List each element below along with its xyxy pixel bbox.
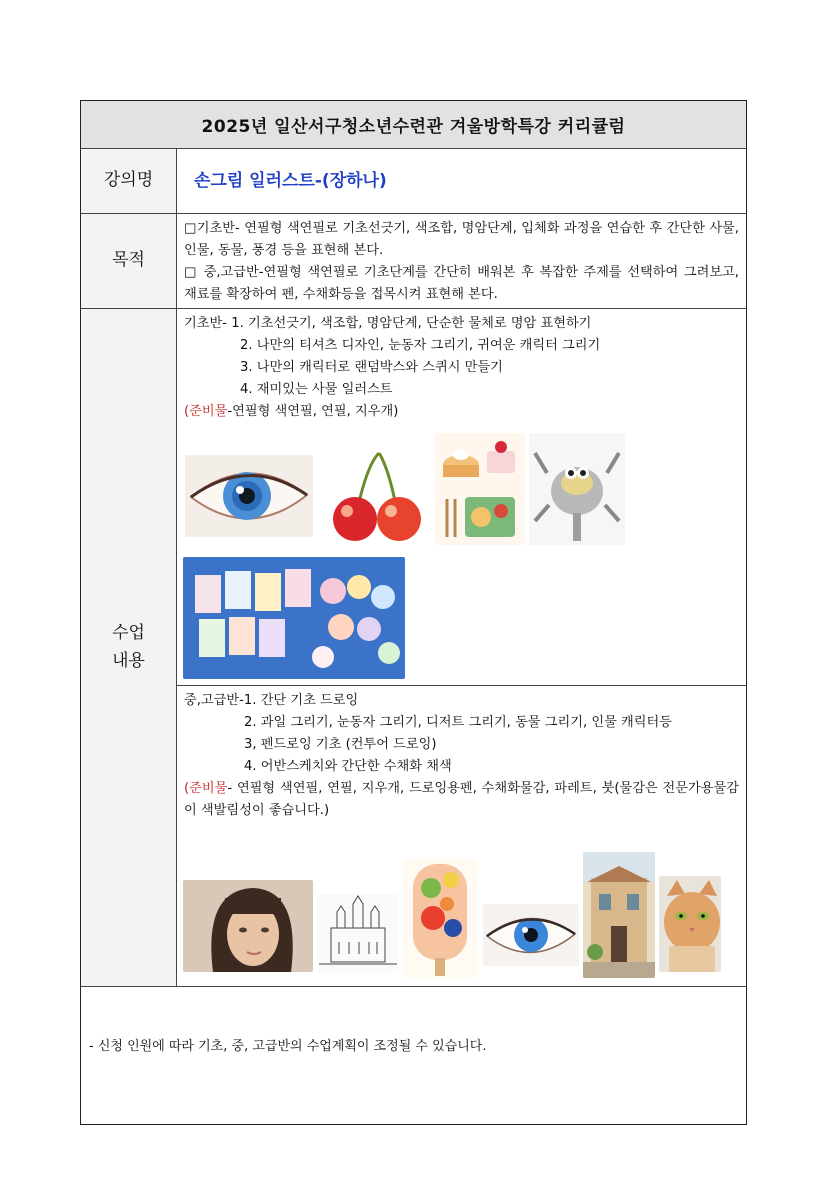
advanced-item-2: 2. 과일 그리기, 눈동자 그리기, 디저트 그리기, 동물 그리기, 인물 캐릭터등 [244, 715, 672, 730]
basic-item-2: 2. 나만의 티셔츠 디자인, 눈동자 그리기, 귀여운 캐릭터 그리기 [240, 338, 601, 353]
advanced-materials: (준비물- 연필형 색연필, 연필, 지우개, 드로잉용펜, 수채화물감, 파레트, 붓(물감은 전문가용물감이 색발림성이 좋습니다.) [184, 781, 739, 818]
purpose-label: 목적 [81, 214, 177, 308]
purpose-advanced: □ 중,고급반-연필형 색연필로 기초단계를 간단히 배워본 후 복잡한 주제를 선택하여 그려보고, 재료를 확장하여 펜, 수채화등을 접목시켜 표현해 본다. [184, 265, 739, 302]
footer-note: - 신청 인원에 따라 기초, 중, 고급반의 수업계획이 조정될 수 있습니다. [89, 1039, 487, 1054]
advanced-section [177, 686, 746, 986]
footer-row [81, 987, 746, 1124]
spoon-owl-illustration [529, 433, 625, 545]
dessert-illustration [435, 433, 525, 545]
cat-illustration [659, 876, 721, 972]
character-cards-photo [183, 557, 405, 679]
course-name: 손그림 일러스트-(장하나) [194, 171, 387, 191]
portrait-illustration [183, 880, 313, 972]
cherry-illustration [319, 445, 431, 545]
course-label: 강의명 [81, 149, 177, 213]
curriculum-table [80, 100, 747, 1125]
eye-illustration [185, 455, 313, 537]
pen-drawing-illustration [317, 894, 399, 972]
basic-section [177, 309, 746, 685]
advanced-item-1: 중,고급반-1. 간단 기초 드로잉 [184, 693, 359, 708]
course-row [81, 149, 746, 214]
advanced-item-3: 3, 펜드로잉 기초 (컨투어 드로잉) [244, 737, 437, 752]
basic-item-1: 기초반- 1. 기초선긋기, 색조합, 명암단계, 단순한 물체로 명암 표현하기 [184, 316, 592, 331]
urban-sketch-illustration [583, 852, 655, 978]
basic-item-4: 4. 재미있는 사물 일러스트 [240, 382, 393, 397]
content-row [81, 309, 746, 987]
blue-eye-illustration [483, 904, 579, 966]
basic-materials: (준비물-연필형 색연필, 연필, 지우개) [184, 404, 399, 419]
fruit-popsicle-illustration [403, 858, 477, 978]
content-label-line2: 내용 [112, 650, 145, 671]
purpose-row [81, 214, 746, 309]
basic-item-3: 3. 나만의 캐릭터로 랜덤박스와 스퀴시 만들기 [240, 360, 503, 375]
content-label [81, 309, 177, 986]
purpose-basic: □기초반- 연필형 색연필로 기초선긋기, 색조합, 명암단계, 입체화 과정을 연습한 후 간단한 사물, 인물, 동물, 풍경 등을 표현해 본다. [184, 221, 739, 258]
page-title: 2025년 일산서구청소년수련관 겨울방학특강 커리큘럼 [81, 101, 746, 149]
content-label-line1: 수업 [112, 623, 145, 644]
advanced-item-4: 4. 어반스케치와 간단한 수채화 채색 [244, 759, 452, 774]
